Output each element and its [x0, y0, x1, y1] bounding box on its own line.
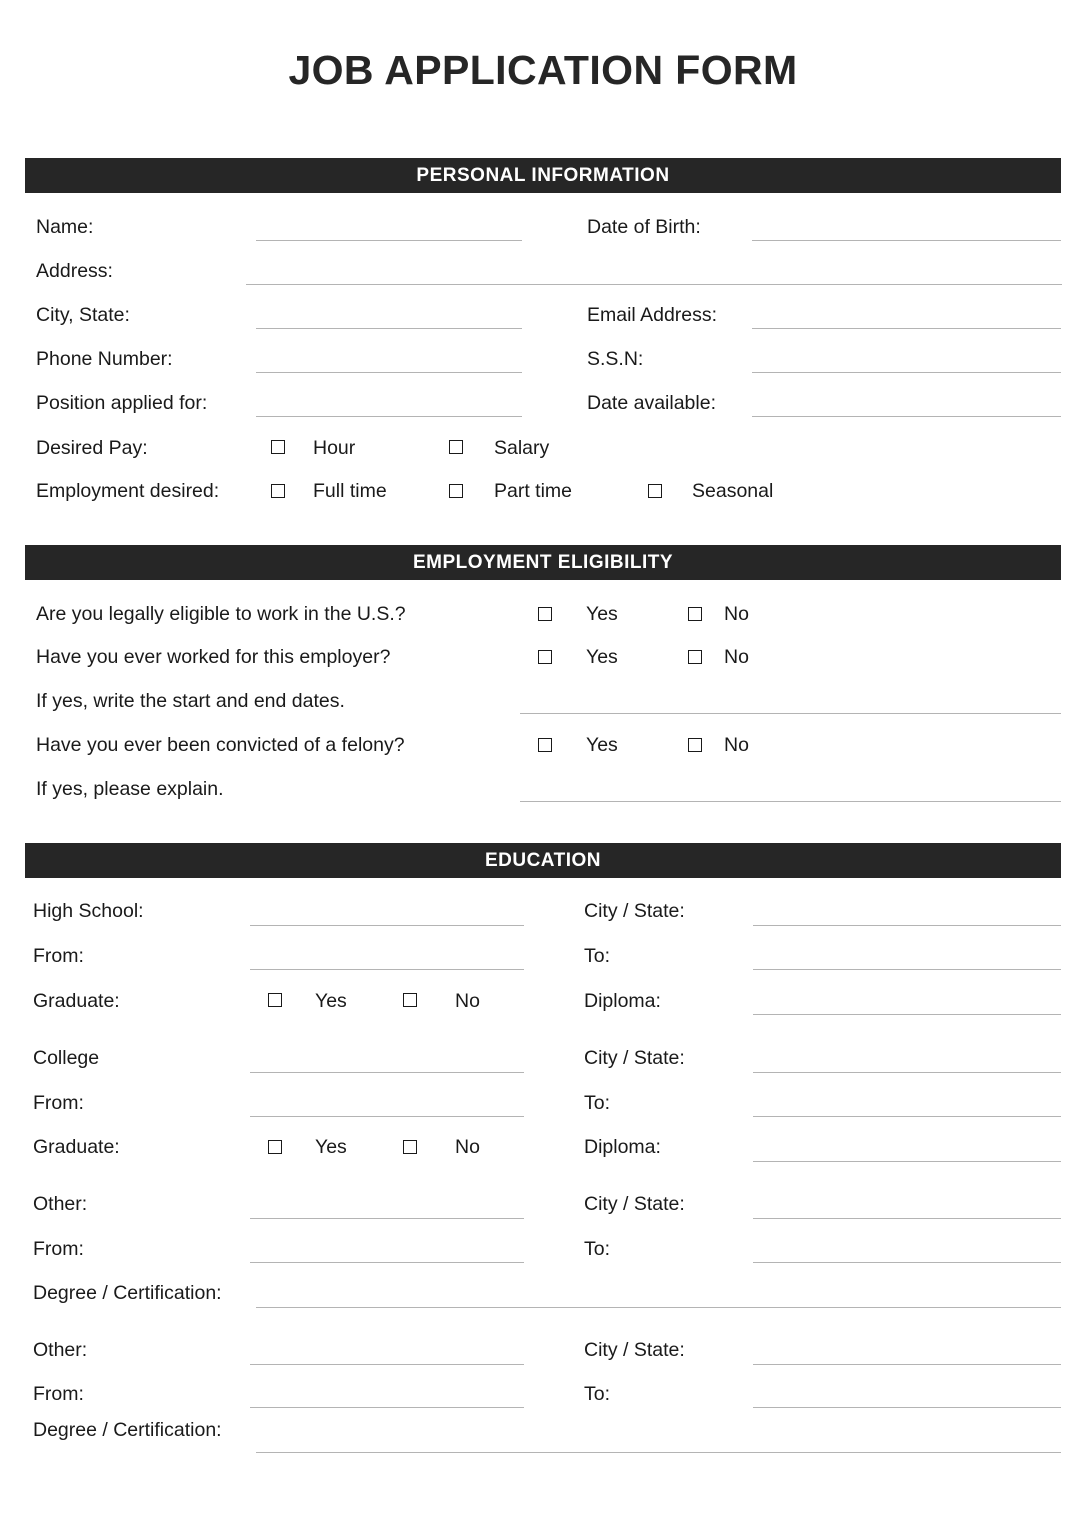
section-header-education-label: EDUCATION: [484, 849, 602, 871]
input-other-2-city-state[interactable]: [753, 1364, 1061, 1365]
option-label-employment-desired-seasonal: Seasonal: [692, 480, 774, 502]
label-address: Address:: [36, 260, 113, 282]
input-high-school[interactable]: [250, 925, 524, 926]
input-other-1[interactable]: [250, 1218, 524, 1219]
input-other-2-to[interactable]: [753, 1407, 1061, 1408]
checkbox-convicted-felony-no[interactable]: [688, 738, 702, 752]
option-label-convicted-felony-yes: Yes: [586, 734, 618, 756]
label-college: College: [33, 1047, 100, 1069]
section-header-education: [25, 843, 1061, 878]
label-email-address: Email Address:: [587, 304, 718, 326]
label-employment-desired: Employment desired:: [36, 480, 220, 502]
checkbox-legally-eligible-no[interactable]: [688, 607, 702, 621]
input-phone-number[interactable]: [256, 372, 522, 373]
input-other-1-to[interactable]: [753, 1262, 1061, 1263]
label-name: Name:: [36, 216, 94, 238]
checkbox-employment-desired-part-time[interactable]: [449, 484, 463, 498]
question-worked-for-employer: Have you ever worked for this employer?: [36, 646, 391, 668]
checkbox-desired-pay-hour[interactable]: [271, 440, 285, 454]
checkbox-college-graduate-no[interactable]: [403, 1140, 417, 1154]
option-label-legally-eligible-yes: Yes: [586, 603, 618, 625]
input-position-applied-for[interactable]: [256, 416, 522, 417]
input-college-city-state[interactable]: [753, 1072, 1061, 1073]
label-date-available: Date available:: [587, 392, 716, 414]
input-college-diploma[interactable]: [753, 1161, 1061, 1162]
input-other-2-degree-certification[interactable]: [256, 1452, 1061, 1453]
input-date-available[interactable]: [752, 416, 1061, 417]
input-other-1-city-state[interactable]: [753, 1218, 1061, 1219]
label-high-school-city-state: City / State:: [584, 900, 685, 922]
option-label-worked-for-employer-no: No: [724, 646, 749, 668]
section-header-employment-eligibility-label: EMPLOYMENT ELIGIBILITY: [412, 551, 674, 573]
input-high-school-city-state[interactable]: [753, 925, 1061, 926]
label-other-1-to: To:: [584, 1238, 611, 1260]
label-other-2: Other:: [33, 1339, 88, 1361]
label-date-of-birth: Date of Birth:: [587, 216, 701, 238]
checkbox-employment-desired-full-time[interactable]: [271, 484, 285, 498]
option-label-college-graduate-yes: Yes: [315, 1136, 347, 1158]
checkbox-legally-eligible-yes[interactable]: [538, 607, 552, 621]
section-header-employment-eligibility: [25, 545, 1061, 580]
input-high-school-diploma[interactable]: [753, 1014, 1061, 1015]
input-other-2[interactable]: [250, 1364, 524, 1365]
input-high-school-to[interactable]: [753, 969, 1061, 970]
input-college-from[interactable]: [250, 1116, 524, 1117]
option-label-desired-pay-hour: Hour: [313, 437, 356, 459]
question-legally-eligible: Are you legally eligible to work in the U.S.?: [36, 603, 406, 625]
label-high-school-to: To:: [584, 945, 611, 967]
option-label-legally-eligible-no: No: [724, 603, 749, 625]
label-other-2-city-state: City / State:: [584, 1339, 685, 1361]
input-college[interactable]: [250, 1072, 524, 1073]
option-label-worked-for-employer-yes: Yes: [586, 646, 618, 668]
input-other-1-from[interactable]: [250, 1262, 524, 1263]
question-felony-explain: If yes, please explain.: [36, 778, 224, 800]
label-high-school: High School:: [33, 900, 144, 922]
input-email-address[interactable]: [752, 328, 1061, 329]
checkbox-high-school-graduate-yes[interactable]: [268, 993, 282, 1007]
label-ssn: S.S.N:: [587, 348, 644, 370]
label-college-to: To:: [584, 1092, 611, 1114]
input-name[interactable]: [256, 240, 522, 241]
section-header-personal-information: [25, 158, 1061, 193]
option-label-employment-desired-part-time: Part time: [494, 480, 573, 502]
label-city-state: City, State:: [36, 304, 130, 326]
option-label-high-school-graduate-no: No: [455, 990, 480, 1012]
label-college-diploma: Diploma:: [584, 1136, 661, 1158]
checkbox-worked-for-employer-no[interactable]: [688, 650, 702, 664]
input-date-of-birth[interactable]: [752, 240, 1061, 241]
question-convicted-felony: Have you ever been convicted of a felony?: [36, 734, 405, 756]
checkbox-college-graduate-yes[interactable]: [268, 1140, 282, 1154]
label-college-city-state: City / State:: [584, 1047, 685, 1069]
checkbox-employment-desired-seasonal[interactable]: [648, 484, 662, 498]
option-label-college-graduate-no: No: [455, 1136, 480, 1158]
section-header-personal-information-label: PERSONAL INFORMATION: [416, 164, 670, 186]
label-high-school-diploma: Diploma:: [584, 990, 661, 1012]
checkbox-high-school-graduate-no[interactable]: [403, 993, 417, 1007]
checkbox-convicted-felony-yes[interactable]: [538, 738, 552, 752]
question-start-end-dates: If yes, write the start and end dates.: [36, 690, 345, 712]
input-high-school-from[interactable]: [250, 969, 524, 970]
input-felony-explain[interactable]: [520, 801, 1061, 802]
label-college-graduate: Graduate:: [33, 1136, 120, 1158]
option-label-employment-desired-full-time: Full time: [313, 480, 387, 502]
label-other-2-degree-certification: Degree / Certification:: [33, 1419, 222, 1441]
input-address[interactable]: [246, 284, 1062, 285]
input-other-1-degree-certification[interactable]: [256, 1307, 1061, 1308]
label-other-2-to: To:: [584, 1383, 611, 1405]
input-start-end-dates[interactable]: [520, 713, 1061, 714]
option-label-convicted-felony-no: No: [724, 734, 749, 756]
label-college-from: From:: [33, 1092, 84, 1114]
option-label-desired-pay-salary: Salary: [494, 437, 550, 459]
input-other-2-from[interactable]: [250, 1407, 524, 1408]
label-other-1-city-state: City / State:: [584, 1193, 685, 1215]
input-city-state[interactable]: [256, 328, 522, 329]
label-desired-pay: Desired Pay:: [36, 437, 148, 459]
label-high-school-graduate: Graduate:: [33, 990, 120, 1012]
checkbox-desired-pay-salary[interactable]: [449, 440, 463, 454]
input-college-to[interactable]: [753, 1116, 1061, 1117]
label-phone-number: Phone Number:: [36, 348, 173, 370]
checkbox-worked-for-employer-yes[interactable]: [538, 650, 552, 664]
option-label-high-school-graduate-yes: Yes: [315, 990, 347, 1012]
page-title: JOB APPLICATION FORM: [288, 47, 798, 93]
label-other-1-degree-certification: Degree / Certification:: [33, 1282, 222, 1304]
label-other-1-from: From:: [33, 1238, 84, 1260]
label-other-1: Other:: [33, 1193, 88, 1215]
label-position-applied-for: Position applied for:: [36, 392, 208, 414]
label-other-2-from: From:: [33, 1383, 84, 1405]
input-ssn[interactable]: [752, 372, 1061, 373]
label-high-school-from: From:: [33, 945, 84, 967]
